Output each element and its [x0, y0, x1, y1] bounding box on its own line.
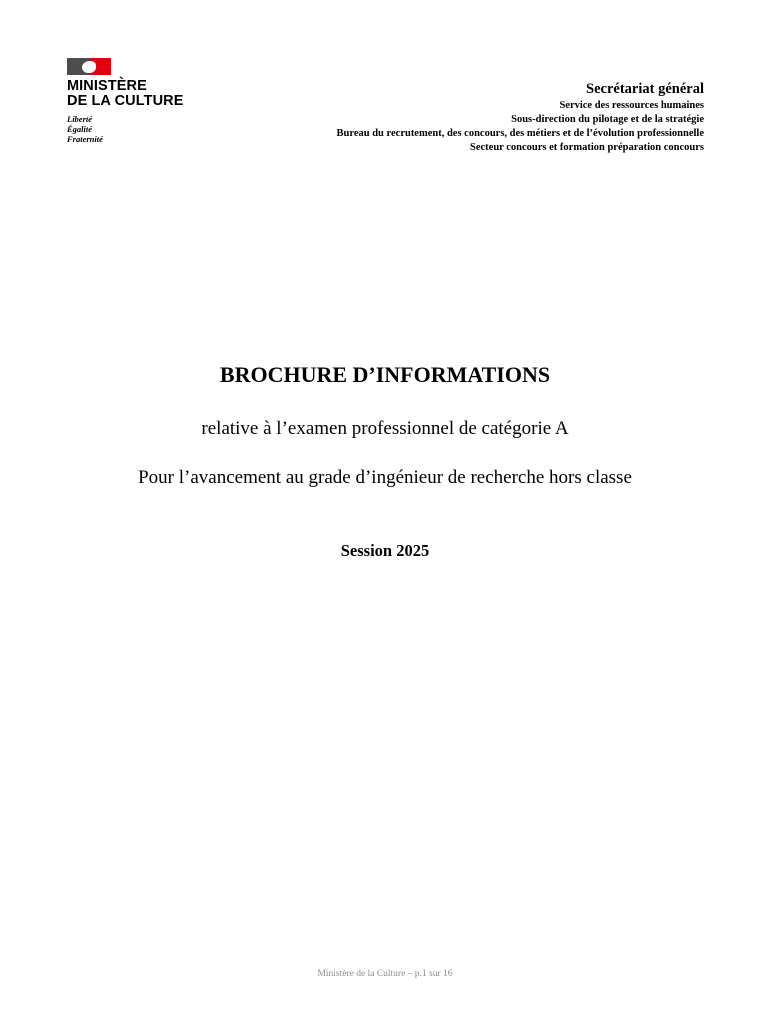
motto-fraternite: Fraternité [67, 134, 103, 144]
header-line-sector: Secteur concours et formation préparation concours [470, 142, 704, 153]
header-title: Secrétariat général [586, 81, 704, 97]
motto-egalite: Égalité [67, 124, 93, 134]
document-purpose: Pour l’avancement au grade d’ingénieur de recherche hors classe [138, 467, 632, 488]
header-line-service: Service des ressources humaines [559, 100, 704, 111]
document-title: BROCHURE D’INFORMATIONS [219, 362, 551, 387]
motto-liberte: Liberté [67, 114, 93, 124]
department-header [104, 80, 704, 155]
ministry-name-line2: DE LA CULTURE [67, 93, 184, 109]
marianne-emblem-icon [67, 58, 111, 75]
ministry-name-line1: MINISTÈRE [67, 78, 147, 94]
session-label: Session 2025 [340, 541, 430, 560]
document-subtitle: relative à l’examen professionnel de catégorie A [201, 418, 569, 439]
page-footer: Ministère de la Culture – p.1 sur 16 [317, 969, 453, 979]
header-line-bureau: Bureau du recrutement, des concours, des métiers et de l’évolution professionnelle [336, 128, 704, 139]
header-line-subdirection: Sous-direction du pilotage et de la stratégie [511, 114, 704, 125]
